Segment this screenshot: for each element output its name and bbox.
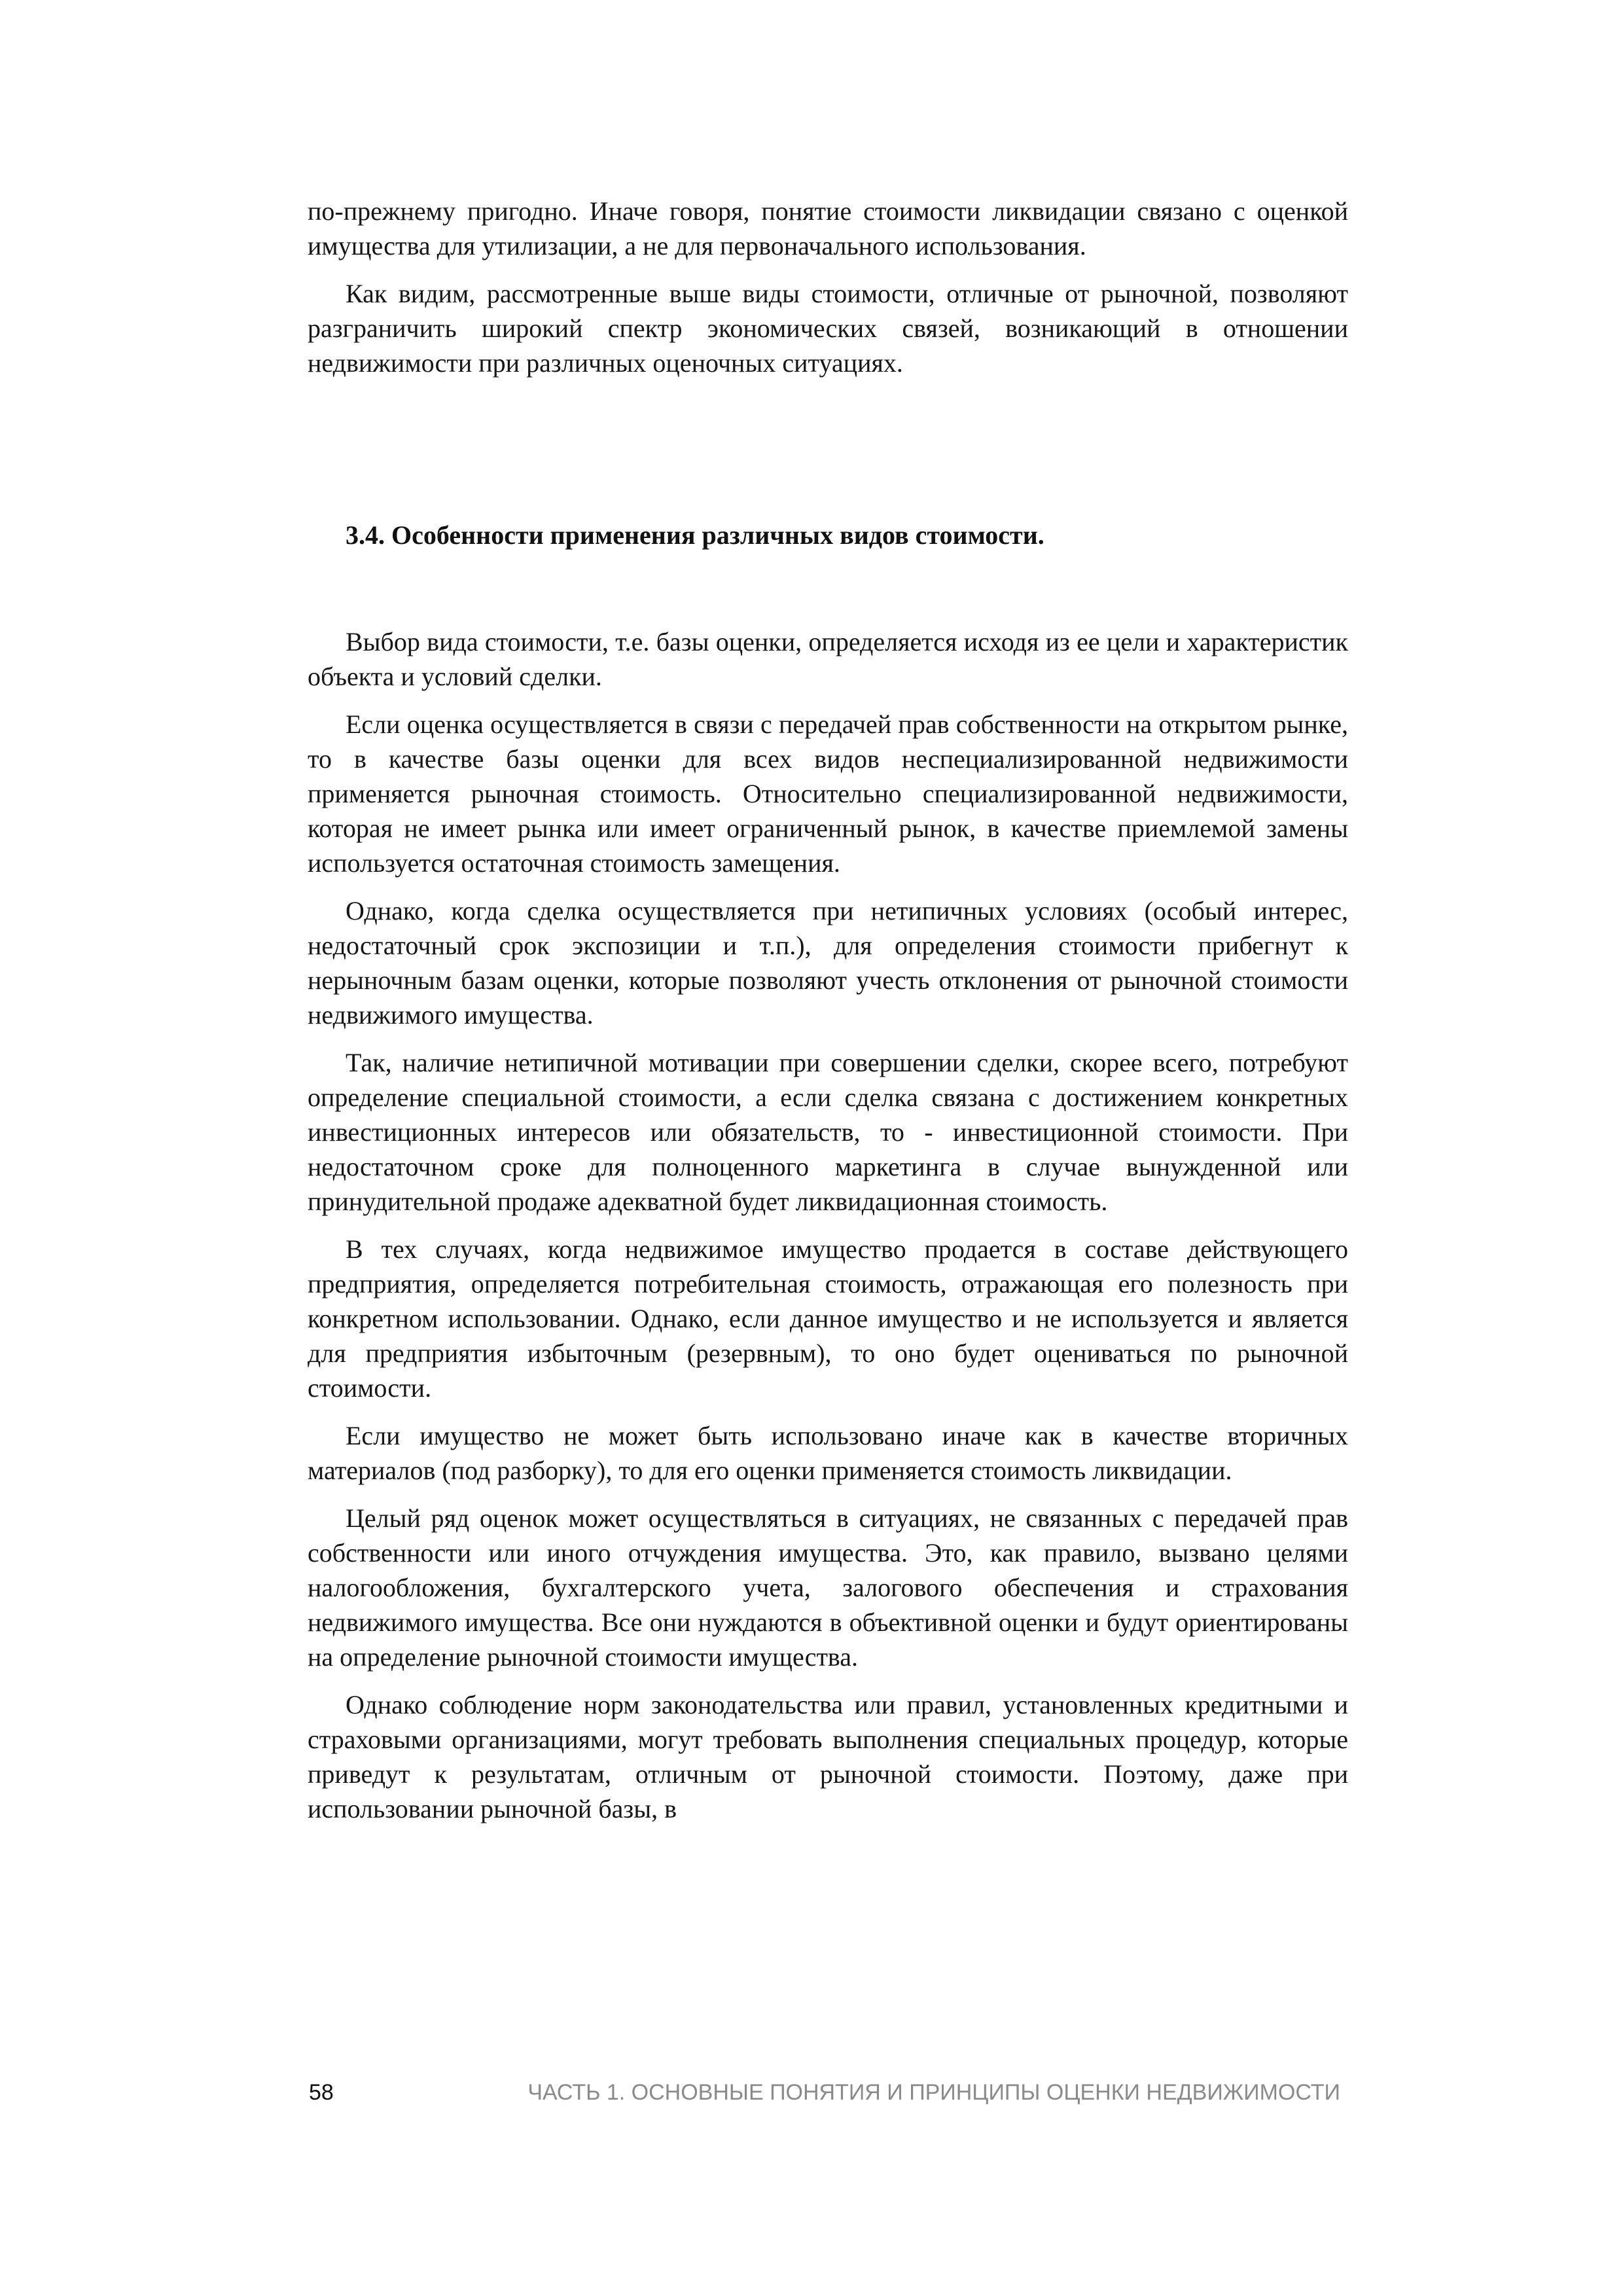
paragraph: Выбор вида стоимости, т.е. базы оценки, определяется исходя из ее цели и характеристик объекта и условий сделки. (308, 627, 1348, 691)
paragraph: Если оценка осуществляется в связи с передачей прав собственности на открытом рынке, то в качестве базы оценки для всех видов неспециализированной недвижимости применяется рыночная стоимость. Относительно специализированной недвижимости, которая не имеет рынка или имеет ограниченный рынок, в качестве приемлемой замены используется остаточная стоимость замещения. (308, 709, 1348, 878)
page-number: 58 (309, 2080, 334, 2105)
section-heading: 3.4. Особенности применения различных видов стоимости. (346, 520, 1044, 550)
page-footer (0, 2076, 1623, 2115)
running-title: ЧАСТЬ 1. ОСНОВНЫЕ ПОНЯТИЯ И ПРИНЦИПЫ ОЦЕНКИ НЕДВИЖИМОСТИ (527, 2080, 1340, 2105)
main-text-column (308, 194, 1348, 1839)
paragraph-continuation: по-прежнему пригодно. Иначе говоря, понятие стоимости ликвидации связано с оценкой имущества для утилизации, а не для первоначального использования. (308, 196, 1348, 260)
paragraph: Если имущество не может быть использовано иначе как в качестве вторичных материалов (под разборку), то для его оценки применяется стоимость ликвидации. (308, 1421, 1348, 1485)
paragraph: Однако соблюдение норм законодательства или правил, установленных кредитными и страховыми организациями, могут требовать выполнения специальных процедур, которые приведут к результатам, отличным от рыночной стоимости. Поэтому, даже при использовании рыночной базы, в (308, 1690, 1348, 1823)
paragraph: В тех случаях, когда недвижимое имущество продается в составе действующего предприятия, определяется потребительная стоимость, отражающая его полезность при конкретном использовании. Однако, если данное имущество и не используется и является для предприятия избыточным (резервным), то оно будет оцениваться по рыночной стоимости. (308, 1234, 1348, 1403)
paragraph: Так, наличие нетипичной мотивации при совершении сделки, скорее всего, потребуют определение специальной стоимости, а если сделка связана с достижением конкретных инвестиционных интересов или обязательств, то - инвестиционной стоимости. При недостаточном сроке для полноценного маркетинга в случае вынужденной или принудительной продаже адекватной будет ликвидационная стоимость. (308, 1048, 1348, 1216)
paragraph: Однако, когда сделка осуществляется при нетипичных условиях (особый интерес, недостаточный срок экспозиции и т.п.), для определения стоимости прибегнут к нерыночным базам оценки, которые позволяют учесть отклонения от рыночной стоимости недвижимого имущества. (308, 896, 1348, 1030)
paragraph: Как видим, рассмотренные выше виды стоимости, отличные от рыночной, позволяют разграничить широкий спектр экономических связей, возникающий в отношении недвижимости при различных оценочных ситуациях. (308, 279, 1348, 378)
paragraph: Целый ряд оценок может осуществляться в ситуациях, не связанных с передачей прав собственности или иного отчуждения имущества. Это, как правило, вызвано целями налогообложения, бухгалтерского учета, залогового обеспечения и страхования недвижимого имущества. Все они нуждаются в объективной оценки и будут ориентированы на определение рыночной стоимости имущества. (308, 1503, 1348, 1672)
